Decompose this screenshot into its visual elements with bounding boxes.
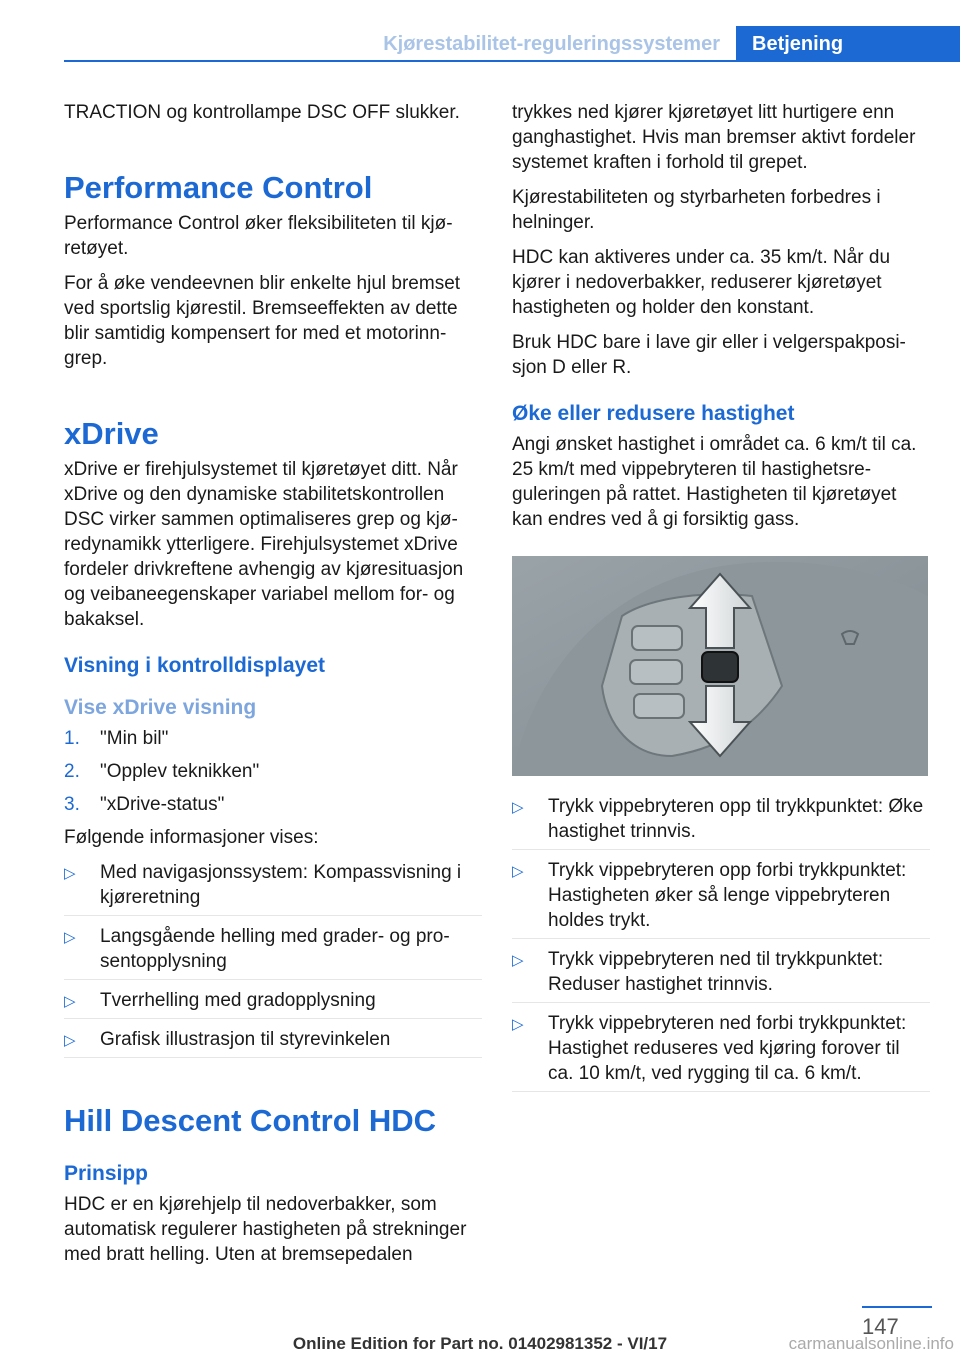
performance-paragraph-2: For å øke vendeevnen blir enkelte hjul bremset ved sportslig kjørestil. Bremseeffekten av dette blir samtidig kompensert for med et motorinngrep. [64, 273, 461, 369]
wheel-button [634, 694, 684, 718]
left-column [64, 100, 482, 1277]
triangle-bullet-icon: ▷ [512, 863, 524, 880]
triangle-bullet-icon: ▷ [64, 993, 76, 1010]
list-item: ▷ Trykk vippebryteren ned til trykkpunktet: Reduser hastighet trinnvis. [512, 947, 930, 1003]
step-number: 2. [64, 761, 80, 782]
triangle-bullet-icon: ▷ [64, 1032, 76, 1049]
xdrive-paragraph-1: xDrive er firehjulsystemet til kjøretøyet ditt. Når xDrive og den dynamiske stabilitetskontrollen DSC virker sammen optimaliseres grep og kjøredynamikk ytterligere. Firehjulsystemet xDrive fordeler drivkreftene avhengig av kjøresituasjon og veibaneegenskaper variabel mellom for- og bakaksel. [64, 459, 464, 630]
list-item [64, 759, 482, 784]
step-text: "Opplev teknikken" [100, 761, 260, 782]
wheel-button [630, 660, 682, 684]
footer-rule [862, 1306, 932, 1308]
list-item: ▷ Langsgående helling med grader- og prosentopplysning [64, 924, 482, 980]
info-list [64, 860, 482, 1058]
header-rule [64, 60, 960, 62]
heading-xdrive: xDrive [64, 416, 159, 451]
heading-hill-descent-control: Hill Descent Control HDC [64, 1103, 437, 1138]
intro-line: TRACTION og kontrollampe DSC OFF slukker. [64, 102, 460, 123]
list-item [64, 792, 482, 817]
footer-edition: Online Edition for Part no. 01402981352 - VI/17 carmanualsonline.info [292, 1334, 954, 1353]
heading-vise-xdrive-visning: Vise xDrive visning [64, 696, 257, 719]
list-item: ▷ Tverrhelling med gradopplysning [64, 988, 482, 1019]
menu-steps-list [64, 726, 482, 817]
hdc-paragraph-continued: trykkes ned kjører kjøretøyet litt hurtigere enn ganghastighet. Hvis man bremser aktivt fordeler systemet kraften i forhold til grepet. [512, 102, 916, 173]
rocker-switch [702, 652, 738, 682]
chapter-tab: Betjening [736, 26, 960, 62]
list-item: ▷ Med navigasjonssystem: Kompassvisning i kjøreretning [64, 860, 482, 916]
speed-list [512, 794, 930, 1092]
page-number: 147 [862, 1314, 899, 1339]
list-item: ▷ Trykk vippebryteren ned forbi trykkpunktet: Hastighet reduseres ved kjøring forover til ca. 10 km/t, ved rygging til ca. 6 km/t. [512, 1011, 930, 1092]
triangle-bullet-icon: ▷ [512, 952, 524, 969]
hdc-paragraph-2: Kjørestabiliteten og styrbarheten forbedres i helninger. [512, 187, 881, 233]
heading-oke-redusere-hastighet: Øke eller redusere hastighet [512, 402, 795, 425]
heading-visning-kontrolldisplay: Visning i kontrolldisplayet [64, 654, 325, 677]
heading-performance-control: Performance Control [64, 170, 373, 205]
triangle-bullet-icon: ▷ [512, 799, 524, 816]
section-title: Kjørestabilitet-reguleringssystemer [383, 33, 720, 55]
page-header [367, 26, 960, 62]
speed-paragraph-1: Angi ønsket hastighet i området ca. 6 km/t til ca. 25 km/t med vippebryteren til hastighetsreguleringen på rattet. Hastigheten til kjøretøyet kan endres ved å gi forsiktig gass. [512, 434, 917, 530]
step-number: 1. [64, 728, 80, 749]
performance-paragraph-1: Performance Control øker fleksibiliteten til kjøretøyet. [64, 213, 453, 259]
hdc-paragraph-1: HDC er en kjørehjelp til nedoverbakker, som automatisk regulerer hastigheten på strekninger med bratt helling. Uten at bremsepedalen [64, 1194, 467, 1265]
heading-prinsipp: Prinsipp [64, 1162, 149, 1185]
list-item: ▷ Trykk vippebryteren opp til trykkpunktet: Øke hastighet trinnvis. [512, 794, 930, 850]
list-item: ▷ Trykk vippebryteren opp forbi trykkpunktet: Hastigheten øker så lenge vippebryteren holdes trykt. [512, 858, 930, 939]
hdc-paragraph-4: Bruk HDC bare i lave gir eller i velgerspakposisjon D eller R. [512, 332, 906, 378]
right-column [512, 100, 930, 1100]
hdc-paragraph-3: HDC kan aktiveres under ca. 35 km/t. Når du kjører i nedoverbakker, reduserer kjøretøyet hastigheten og holder den konstant. [512, 247, 891, 318]
list-item: ▷ Grafisk illustrasjon til styrevinkelen [64, 1027, 482, 1058]
watermark: carmanualsonline.info [788, 1334, 954, 1353]
wheel-button [632, 626, 682, 650]
triangle-bullet-icon: ▷ [64, 929, 76, 946]
step-text: "Min bil" [100, 728, 169, 749]
list-item [64, 726, 482, 751]
steering-wheel-rocker-switch-illustration [512, 556, 928, 776]
info-intro: Følgende informasjoner vises: [64, 827, 319, 848]
triangle-bullet-icon: ▷ [64, 865, 76, 882]
triangle-bullet-icon: ▷ [512, 1016, 524, 1033]
step-text: "xDrive-status" [100, 794, 225, 815]
step-number: 3. [64, 794, 80, 815]
